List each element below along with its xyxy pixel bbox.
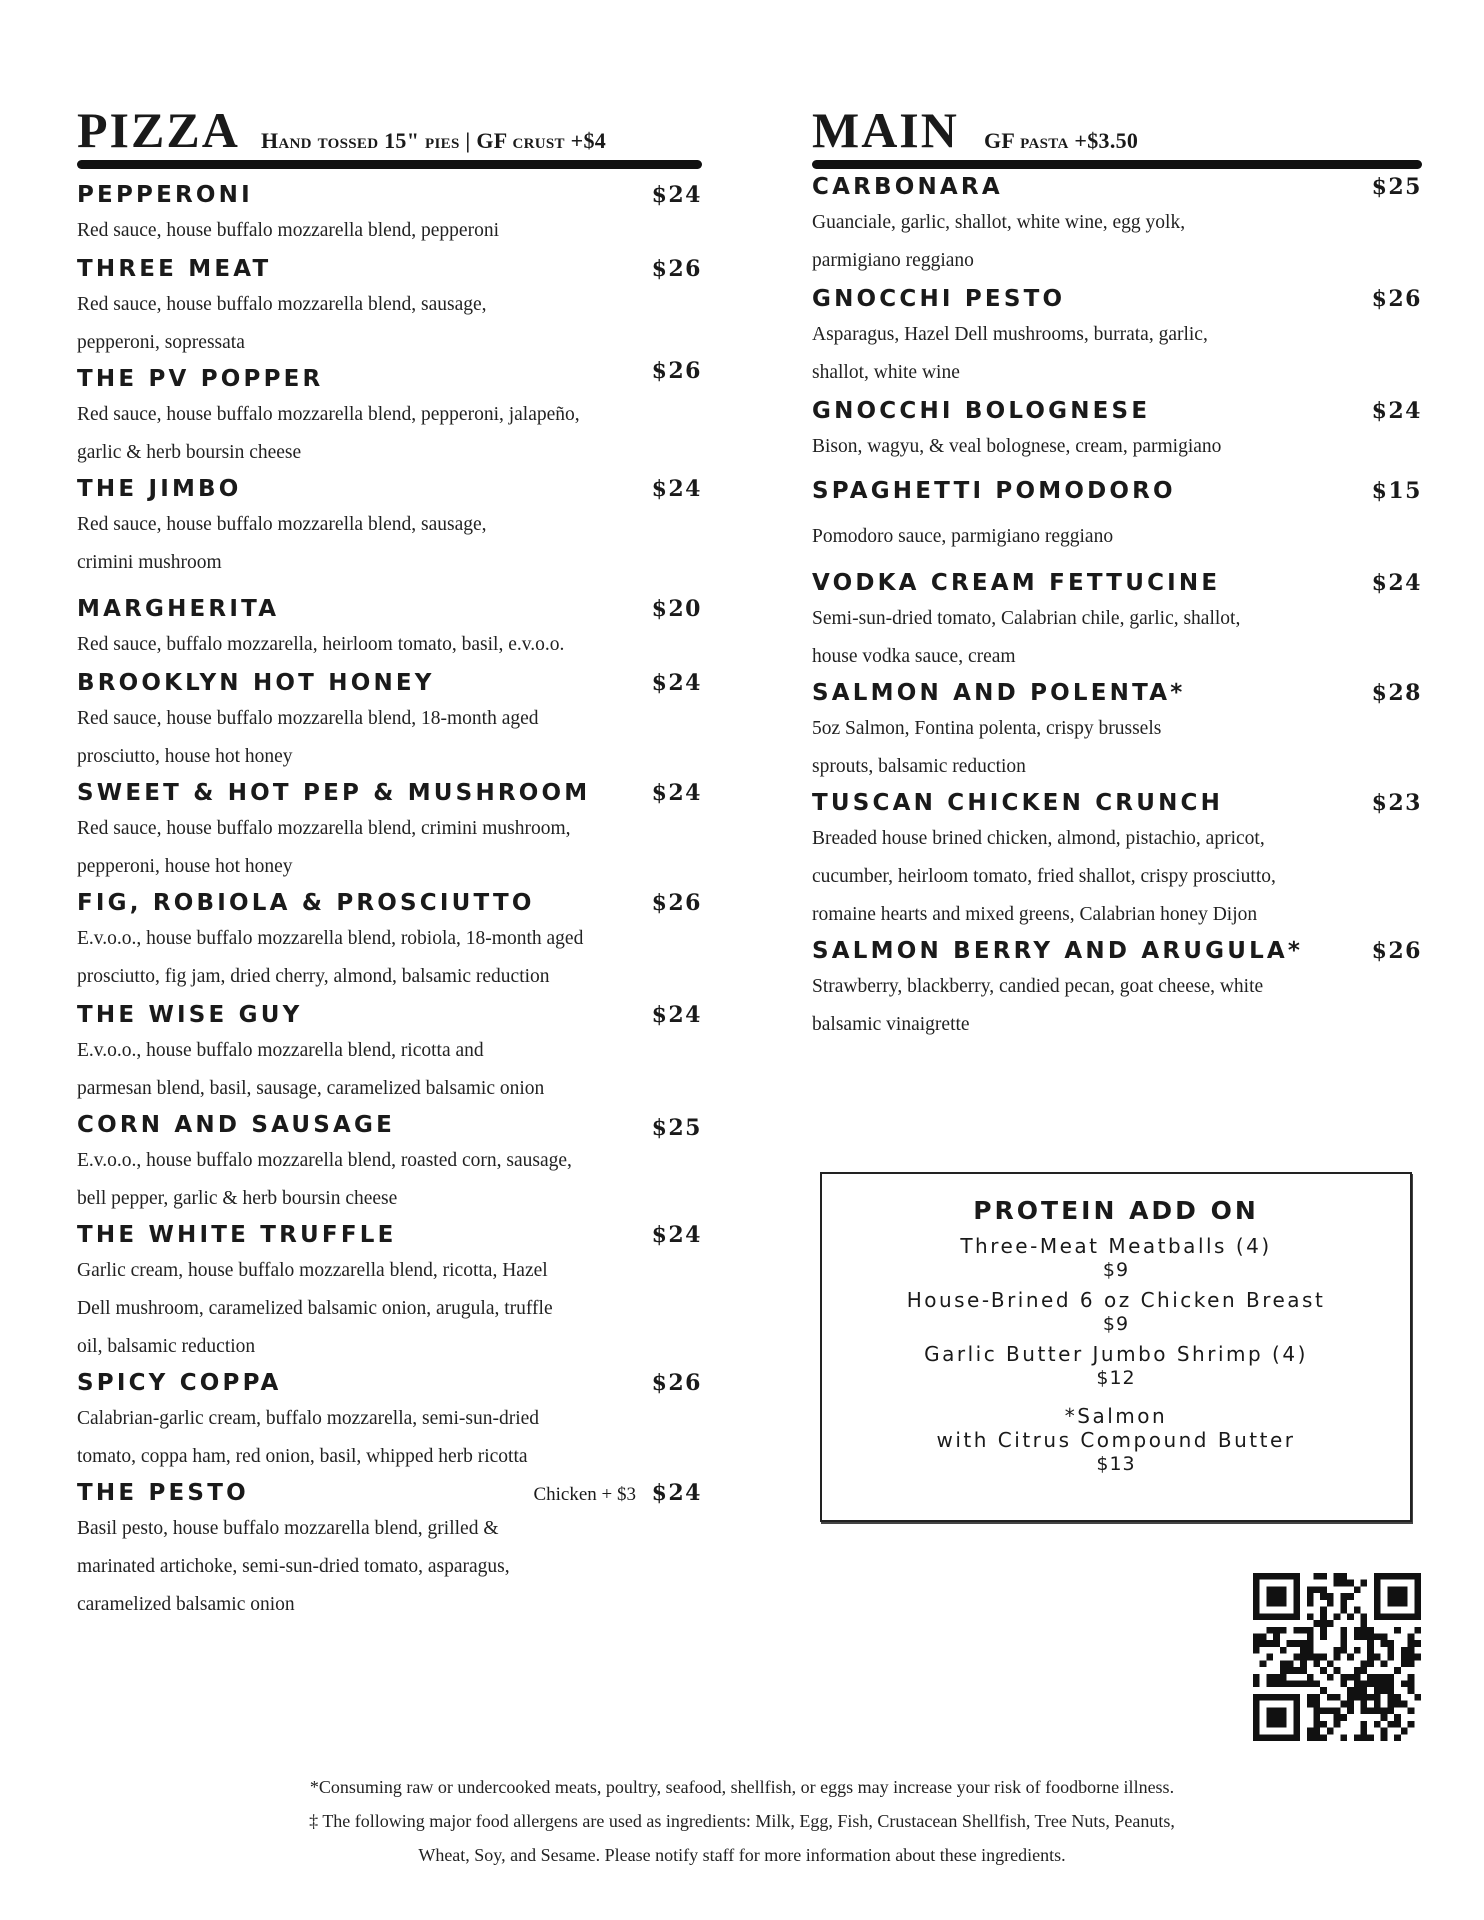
item-price: $25 [1371,174,1422,200]
item-name: THE JIMBO [77,476,242,502]
item-name: SWEET & HOT PEP & MUSHROOM [77,780,591,806]
pizza-item [77,776,702,886]
item-add-on-price: Chicken + $3 [533,1484,636,1505]
main-section [812,100,1422,1044]
item-description: Garlic cream, house buffalo mozzarella blend, ricotta, Hazel Dell mushroom, caramelized balsamic onion, arugula, truffle oil, balsamic reduction [77,1260,553,1357]
item-description: Calabrian-garlic cream, buffalo mozzarella, semi-sun-dried tomato, coppa ham, red onion, basil, whipped herb ricotta [77,1408,540,1467]
main-item [812,170,1422,280]
pizza-item [77,592,702,664]
item-description: Breaded house brined chicken, almond, pistachio, apricot, cucumber, heirloom tomato, fried shallot, crispy prosciutto, romaine hearts and mixed greens, Calabrian honey Dijon [812,828,1276,925]
item-description: Pomodoro sauce, parmigiano reggiano [812,526,1114,547]
item-description: Red sauce, house buffalo mozzarella blend, 18-month aged prosciutto, house hot honey [77,708,539,767]
main-header [812,100,1422,170]
pizza-item [77,1366,702,1476]
item-price: $24 [651,780,702,806]
protein-price: $9 [1102,1313,1130,1335]
item-price: $26 [1371,938,1422,964]
item-description: E.v.o.o., house buffalo mozzarella blend, ricotta and parmesan blend, basil, sausage, caramelized balsamic onion [77,1040,545,1099]
item-description: Red sauce, house buffalo mozzarella blend, sausage, pepperoni, sopressata [77,294,487,353]
main-divider [812,160,1422,169]
item-price: $26 [651,890,702,916]
item-price: $24 [651,476,702,502]
item-name: THE WISE GUY [77,1002,303,1028]
item-price: $28 [1371,680,1422,706]
protein-name: Three-Meat Meatballs (4) [960,1234,1272,1258]
protein-name: House-Brined 6 oz Chicken Breast [906,1288,1326,1312]
item-description: Red sauce, house buffalo mozzarella blend, crimini mushroom, pepperoni, house hot honey [77,818,571,877]
pizza-list [77,178,702,1624]
protein-item [822,1234,1410,1282]
protein-add-on-box [820,1172,1412,1522]
item-description: Strawberry, blackberry, candied pecan, goat cheese, white balsamic vinaigrette [812,976,1264,1035]
item-price: $24 [1371,570,1422,596]
item-name: THE PV POPPER [77,366,324,392]
item-description: E.v.o.o., house buffalo mozzarella blend, roasted corn, sausage, bell pepper, garlic & herb boursin cheese [77,1150,572,1209]
pizza-item [77,886,702,996]
pizza-item [77,472,702,582]
main-item [812,394,1422,466]
item-name: BROOKLYN HOT HONEY [77,670,435,696]
item-price: $24 [651,1002,702,1028]
protein-item [822,1342,1410,1390]
item-name: PEPPERONI [77,182,253,208]
item-name: GNOCCHI PESTO [812,286,1066,312]
main-item [812,786,1422,934]
item-price: $20 [651,596,702,622]
qr-code-icon[interactable] [1253,1573,1421,1741]
item-name: VODKA CREAM FETTUCINE [812,570,1221,596]
protein-list [822,1234,1410,1476]
raw-food-warning: *Consuming raw or undercooked meats, poultry, seafood, shellfish, or eggs may increase your risk of foodborne illness. [309,1777,1175,1797]
item-description: Asparagus, Hazel Dell mushrooms, burrata, garlic, shallot, white wine [812,324,1208,383]
item-description: Basil pesto, house buffalo mozzarella blend, grilled & marinated artichoke, semi-sun-dried tomato, asparagus, caramelized balsamic onion [77,1518,510,1615]
protein-price: $9 [1102,1259,1130,1281]
main-item [812,282,1422,392]
pizza-item [77,1108,702,1218]
pizza-item [77,252,702,362]
item-price: $23 [1371,790,1422,816]
pizza-subtitle: Hand tossed 15" pies | GF crust +$4 [261,128,607,153]
item-name: THE PESTO [77,1480,249,1506]
item-price: $15 [1371,478,1422,504]
item-description: Semi-sun-dried tomato, Calabrian chile, garlic, shallot, house vodka sauce, cream [812,608,1241,667]
pizza-item [77,1476,702,1624]
item-name: SALMON AND POLENTA* [812,680,1186,706]
item-name: TUSCAN CHICKEN CRUNCH [812,790,1224,816]
main-subtitle: GF pasta +$3.50 [984,128,1139,153]
item-price: $24 [651,182,702,208]
item-name: FIG, ROBIOLA & PROSCIUTTO [77,890,535,916]
allergen-notice-line-1: ‡ The following major food allergens are used as ingredients: Milk, Egg, Fish, Crustacean Shellfish, Tree Nuts, Peanuts, [309,1811,1175,1831]
item-name: CARBONARA [812,174,1003,200]
item-name: MARGHERITA [77,596,280,622]
item-name: SPAGHETTI POMODORO [812,478,1176,504]
item-name: CORN AND SAUSAGE [77,1112,396,1138]
protein-name: Garlic Butter Jumbo Shrimp (4) [924,1342,1308,1366]
item-price: $24 [651,1222,702,1248]
item-description: Red sauce, house buffalo mozzarella blend, pepperoni [77,220,499,241]
main-item [812,566,1422,676]
pizza-item [77,358,702,472]
item-price: $26 [651,358,702,384]
protein-price: $12 [1096,1367,1136,1389]
pizza-item [77,178,702,250]
item-description: Red sauce, house buffalo mozzarella blend, pepperoni, jalapeño, garlic & herb boursin cheese [77,404,580,463]
pizza-header [77,100,702,170]
main-title: MAIN [812,102,959,158]
item-description: Red sauce, buffalo mozzarella, heirloom tomato, basil, e.v.o.o. [77,634,565,655]
main-item [812,474,1422,556]
allergen-notice-line-2: Wheat, Soy, and Sesame. Please notify staff for more information about these ingredients. [418,1845,1066,1865]
item-price: $24 [651,1480,702,1506]
pizza-item [77,998,702,1108]
item-description: Red sauce, house buffalo mozzarella blend, sausage, crimini mushroom [77,514,487,573]
pizza-item [77,1218,702,1366]
item-name: SPICY COPPA [77,1370,282,1396]
item-name: THREE MEAT [77,256,272,282]
pizza-section [77,100,702,1624]
pizza-item [77,666,702,776]
pizza-divider [77,160,702,169]
item-description: Bison, wagyu, & veal bolognese, cream, parmigiano [812,436,1222,457]
item-description: Guanciale, garlic, shallot, white wine, egg yolk, parmigiano reggiano [812,212,1186,271]
item-price: $24 [1371,398,1422,424]
item-description: 5oz Salmon, Fontina polenta, crispy brussels sprouts, balsamic reduction [812,718,1162,777]
item-name: THE WHITE TRUFFLE [77,1222,397,1248]
item-price: $26 [651,1370,702,1396]
item-price: $24 [651,670,702,696]
item-price: $25 [651,1115,702,1141]
main-list [812,170,1422,1044]
main-item [812,934,1422,1044]
item-price: $26 [1371,286,1422,312]
item-price: $26 [651,256,702,282]
protein-item [822,1404,1410,1476]
protein-price: $13 [1096,1453,1136,1475]
item-name: GNOCCHI BOLOGNESE [812,398,1151,424]
protein-item [822,1288,1410,1336]
item-name: SALMON BERRY AND ARUGULA* [812,938,1304,964]
protein-name: *Salmon with Citrus Compound Butter [936,1404,1296,1452]
main-item [812,676,1422,786]
pizza-title: PIZZA [77,102,240,158]
item-description: E.v.o.o., house buffalo mozzarella blend, robiola, 18-month aged prosciutto, fig jam, dried cherry, almond, balsamic reduction [77,928,584,987]
protein-title: PROTEIN ADD ON [973,1196,1259,1225]
